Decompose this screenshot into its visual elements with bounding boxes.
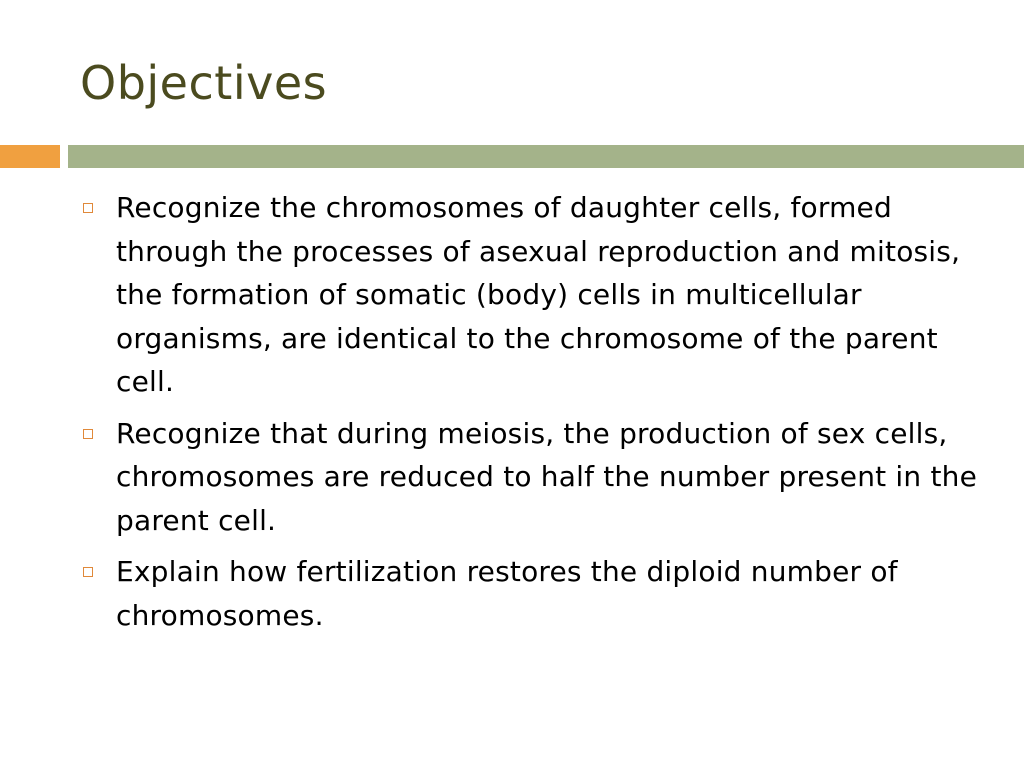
bullet-item bbox=[80, 186, 980, 404]
bullet-item bbox=[80, 550, 980, 637]
bullet-item bbox=[80, 412, 980, 543]
slide-title: Objectives bbox=[80, 56, 328, 110]
bullet-text: Recognize that during meiosis, the production of sex cells, chromosomes are reduced to half the number present in the parent cell. bbox=[116, 416, 977, 537]
bullet-text: Recognize the chromosomes of daughter cells, formed through the processes of asexual reproduction and mitosis, the formation of somatic (body) cells in multicellular organisms, are identical to the chromosome of the parent cell. bbox=[116, 191, 961, 398]
accent-bar-orange bbox=[0, 145, 60, 168]
accent-bar-green bbox=[68, 145, 1024, 168]
hollow-square-bullet-icon bbox=[83, 429, 93, 439]
hollow-square-bullet-icon bbox=[83, 203, 93, 213]
hollow-square-bullet-icon bbox=[83, 567, 93, 577]
bullet-text: Explain how fertilization restores the diploid number of chromosomes. bbox=[116, 555, 898, 632]
bullet-list bbox=[80, 186, 980, 645]
